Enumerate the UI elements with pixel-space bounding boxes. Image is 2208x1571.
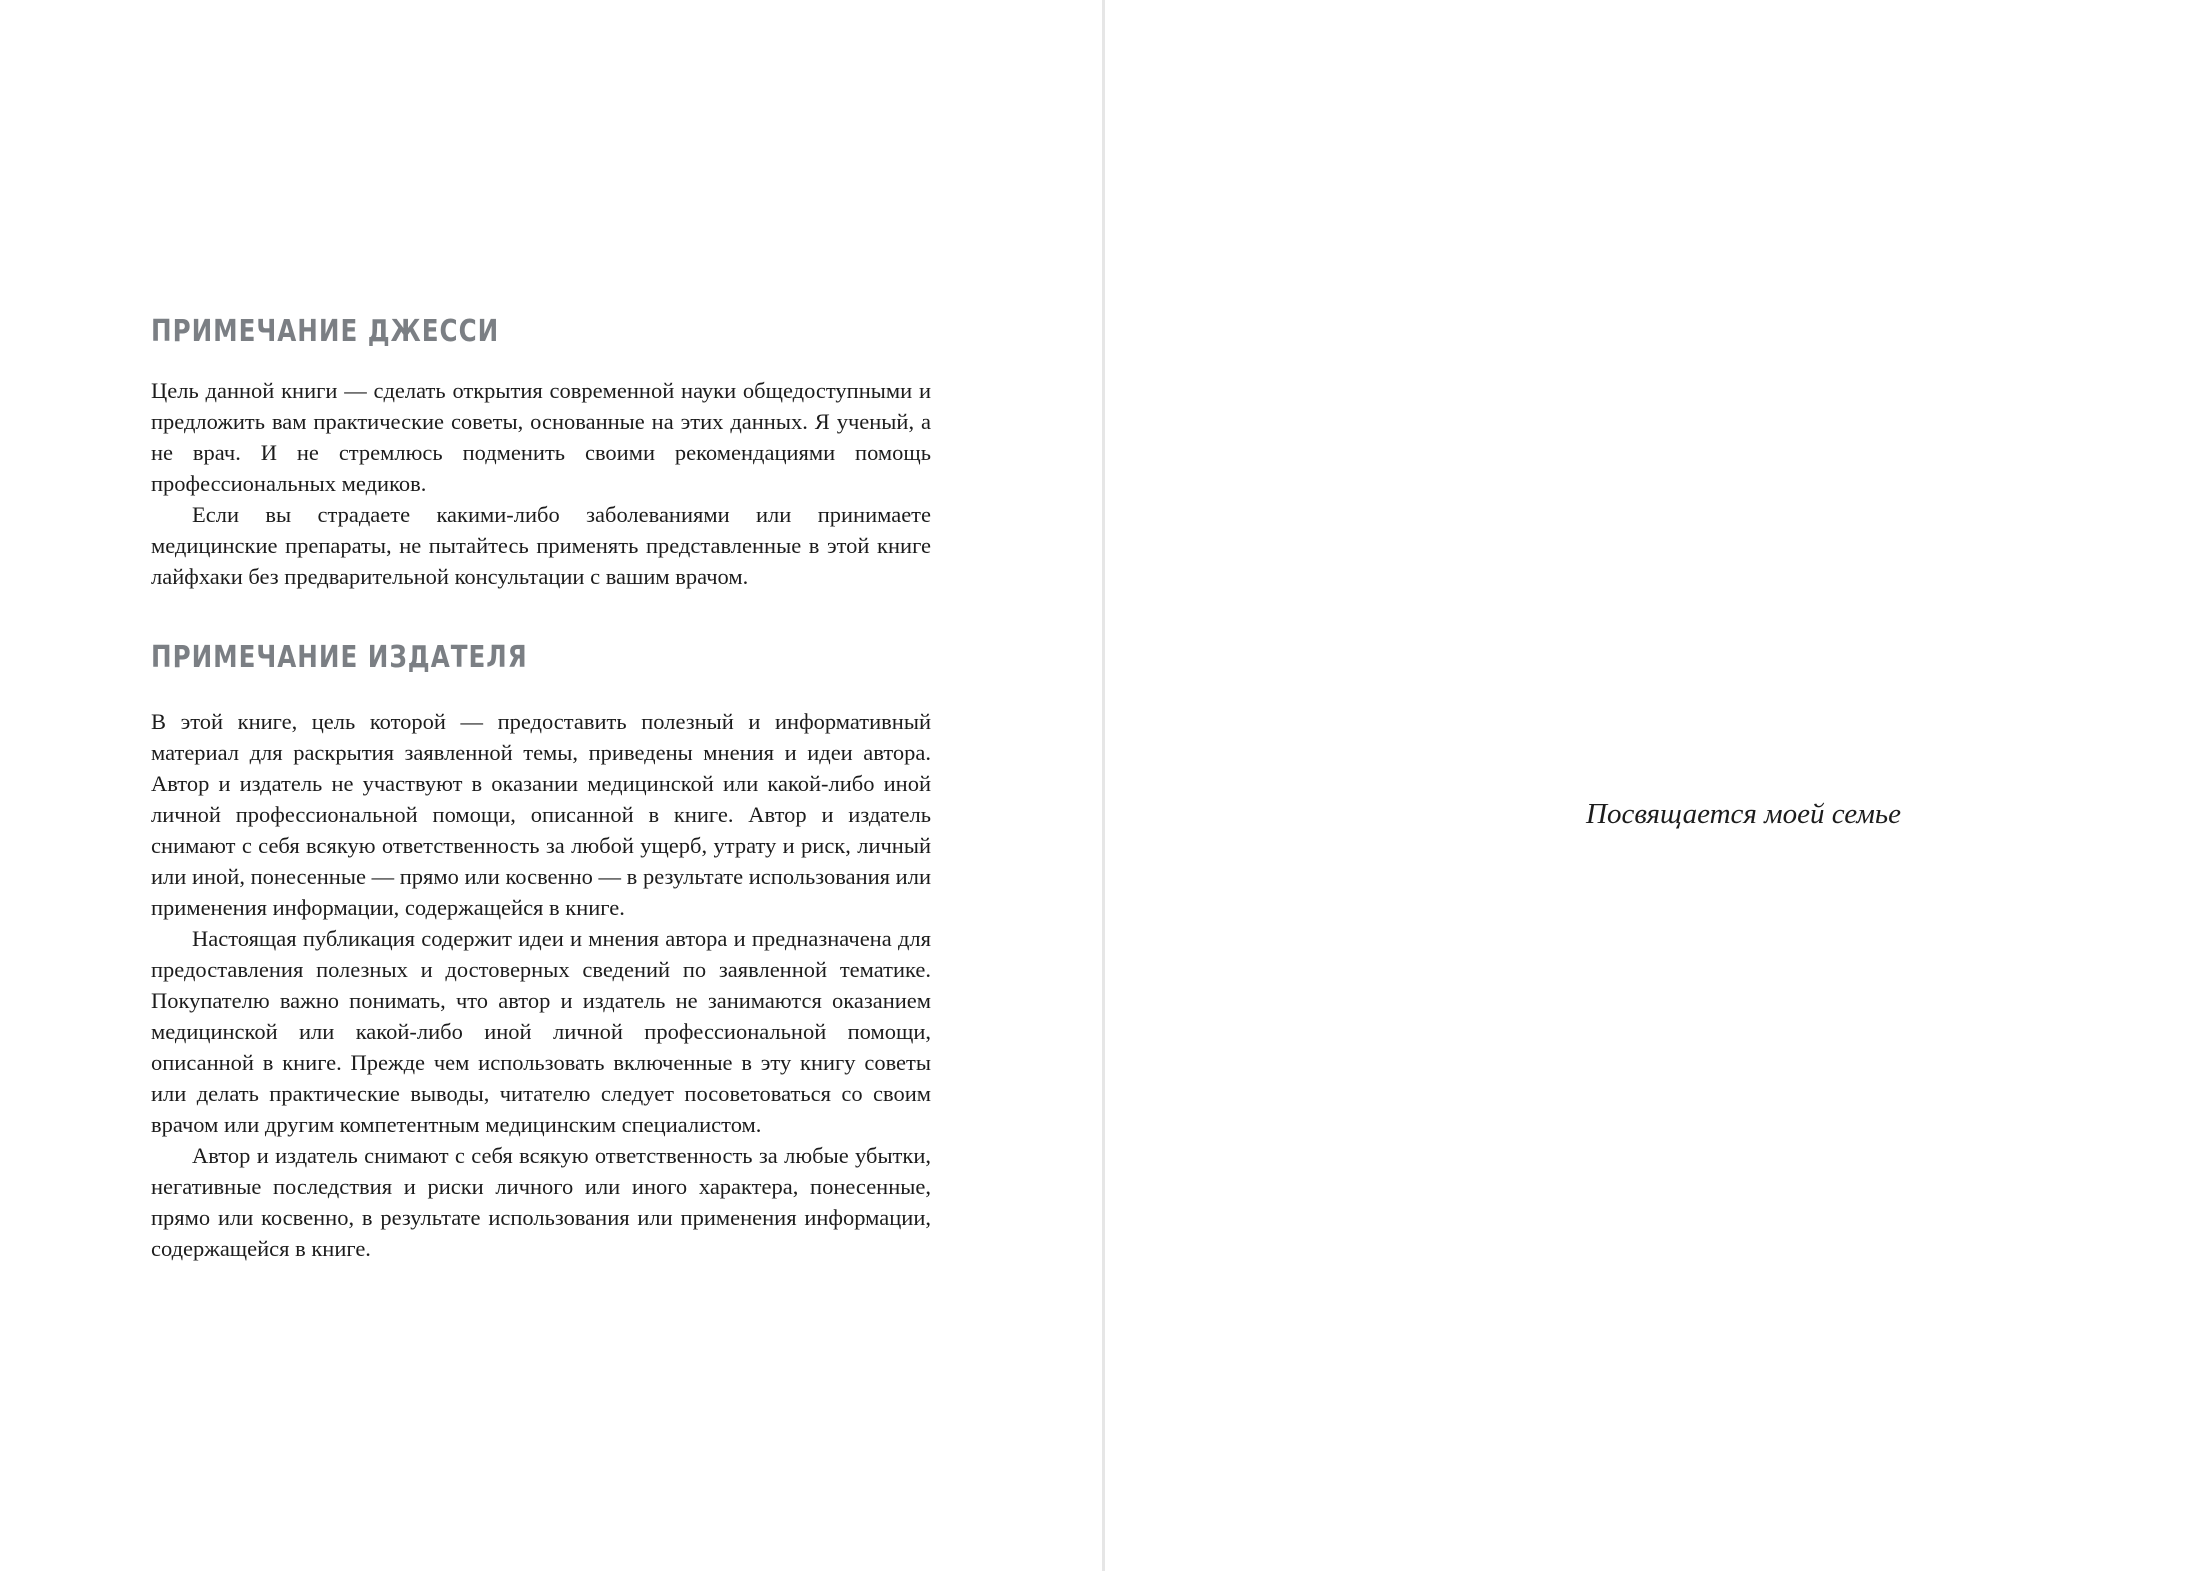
right-page xyxy=(1105,0,2208,1571)
dedication xyxy=(1105,798,2208,831)
publisher-note-paragraph-1: В этой книге, цель которой — предоставить полезный и информативный материал для раскрытия заявленной темы, приведены мнения и идеи автора. Автор и издатель не участвуют в оказании медицинской или какой-либо иной личной профессиональной помощи, описанной в книге. Автор и издатель снимают с себя всякую ответственность за любой ущерб, утрату и риск, личный или иной, понесенные — прямо или косвенно — в результате использования или применения информации, содержащейся в книге. xyxy=(151,709,931,920)
jesse-note-paragraph-2: Если вы страдаете какими-либо заболеваниями или принимаете медицинские препараты, не пытайтесь применять представленные в этой книге лайфхаки без предварительной консультации с вашим врачом. xyxy=(151,502,931,589)
left-page xyxy=(0,0,1102,1571)
publisher-note-paragraph-2: Настоящая публикация содержит идеи и мнения автора и предназначена для предоставления полезных и достоверных сведений по заявленной тематике. Покупателю важно понимать, что автор и издатель не занимаются оказанием медицинской или какой-либо иной личной профессиональной помощи, описанной в книге. Прежде чем использовать включенные в эту книгу советы или делать практические выводы, читателю следует посоветоваться со своим врачом или другим компетентным медицинским специалистом. xyxy=(151,926,931,1137)
jesse-note-heading: ПРИМЕЧАНИЕ ДЖЕССИ xyxy=(151,314,500,349)
jesse-note-body xyxy=(151,375,931,592)
publisher-note-heading: ПРИМЕЧАНИЕ ИЗДАТЕЛЯ xyxy=(151,640,528,675)
publisher-note-paragraph-3: Автор и издатель снимают с себя всякую ответственность за любые убытки, негативные последствия и риски личного или иного характера, понесенные, прямо или косвенно, в результате использования или применения информации, содержащейся в книге. xyxy=(151,1143,931,1261)
dedication-text: Посвящается моей семье xyxy=(1586,798,1901,830)
jesse-note-paragraph-1: Цель данной книги — сделать открытия современной науки общедоступными и предложить вам практические советы, основанные на этих данных. Я ученый, а не врач. И не стремлюсь подменить своими рекомендациями помощь профессиональных медиков. xyxy=(151,378,931,496)
publisher-note-body xyxy=(151,706,931,1264)
